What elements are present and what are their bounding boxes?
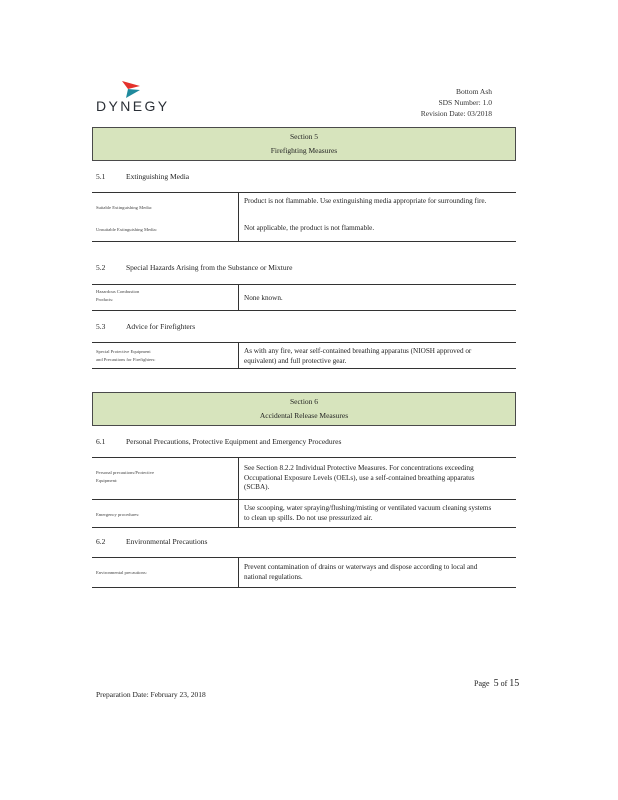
subsection-6-1-heading [96,437,341,446]
sds-number: SDS Number: 1.0 [438,98,492,107]
subsection-title: Special Hazards Arising from the Substance or Mixture [126,263,293,272]
row-value: None known. [244,294,283,302]
page-number [474,678,519,689]
row-label: Environmental precautions: [96,570,147,575]
row-label-line: Equipment: [96,478,118,483]
table-row [92,499,516,528]
subsection-title: Personal Precautions, Protective Equipment and Emergency Procedures [126,437,342,446]
subsection-number: 5.2 [96,263,106,272]
row-value: Not applicable, the product is not flammable. [244,224,375,232]
section-5-subtitle: Firefighting Measures [270,146,338,155]
row-label-line: Personal precautions/Protective [96,470,155,475]
subsection-title: Environmental Precautions [126,537,208,546]
row-label: Suitable Extinguishing Media: [96,205,153,210]
section-6-subtitle: Accidental Release Measures [259,411,349,420]
subsection-number: 5.3 [96,322,106,331]
section-5-header [92,127,516,161]
row-value: Prevent contamination of drains or waterways and dispose according to local and national regulations. [244,563,478,581]
extinguishing-media-table [92,192,516,242]
subsection-title: Extinguishing Media [126,172,190,181]
row-value: Product is not flammable. Use extinguishing media appropriate for surrounding fire. [244,197,487,205]
page-label: Page [474,679,490,688]
subsection-number: 5.1 [96,172,106,181]
row-label [96,469,234,485]
subsection-number: 6.1 [96,437,106,446]
row-label-line: Special Protective Equipment [96,349,151,354]
table-row [92,223,516,241]
revision-date: Revision Date: 03/2018 [420,109,492,118]
brand-logo-text: DYNEGY [96,98,170,114]
page-of: of [500,679,508,688]
hazards-table [92,284,516,311]
row-label: Emergency procedures: [96,512,140,517]
subsection-title: Advice for Firefighters [126,322,196,331]
section-6-title: Section 6 [289,397,319,406]
subsection-6-2-heading [96,537,207,546]
row-label: Unsuitable Extinguishing Media: [96,227,157,232]
section-6-header [92,392,516,426]
subsection-5-2-heading [96,263,292,272]
row-label-line: and Precautions for Firefighters: [96,357,156,362]
section-5-title: Section 5 [289,132,319,141]
table-row [92,460,516,498]
subsection-5-3-heading [96,322,195,331]
row-label [96,348,234,364]
table-row [92,560,516,586]
table-row [92,345,516,367]
dynegy-logo-icon [120,78,142,100]
table-row [92,196,516,220]
subsection-number: 6.2 [96,537,106,546]
row-label [96,288,234,304]
environmental-precautions-table [92,557,516,588]
row-label-line: Products: [96,297,114,302]
row-value: See Section 8.2.2 Individual Protective Measures. For concentrations exceeding Occupational Exposure Levels (OELs), use a self-contained breathing apparatus (SCBA). [244,464,475,491]
preparation-date: Preparation Date: February 23, 2018 [96,690,206,699]
firefighter-advice-table [92,342,516,369]
table-row [92,287,516,309]
row-value: As with any fire, wear self-contained breathing apparatus (NIOSH approved or equivalent) and full protective gear. [244,347,472,365]
page-total: 15 [509,678,520,689]
personal-precautions-table [92,457,516,528]
row-label-line: Hazardous Combustion [96,289,140,294]
product-name: Bottom Ash [455,87,492,96]
page-current: 5 [493,678,499,689]
row-value: Use scooping, water spraying/flushing/misting or ventilated vacuum cleaning systems to clean up spills. Do not use pressurized air. [244,504,492,522]
subsection-5-1-heading [96,172,189,181]
